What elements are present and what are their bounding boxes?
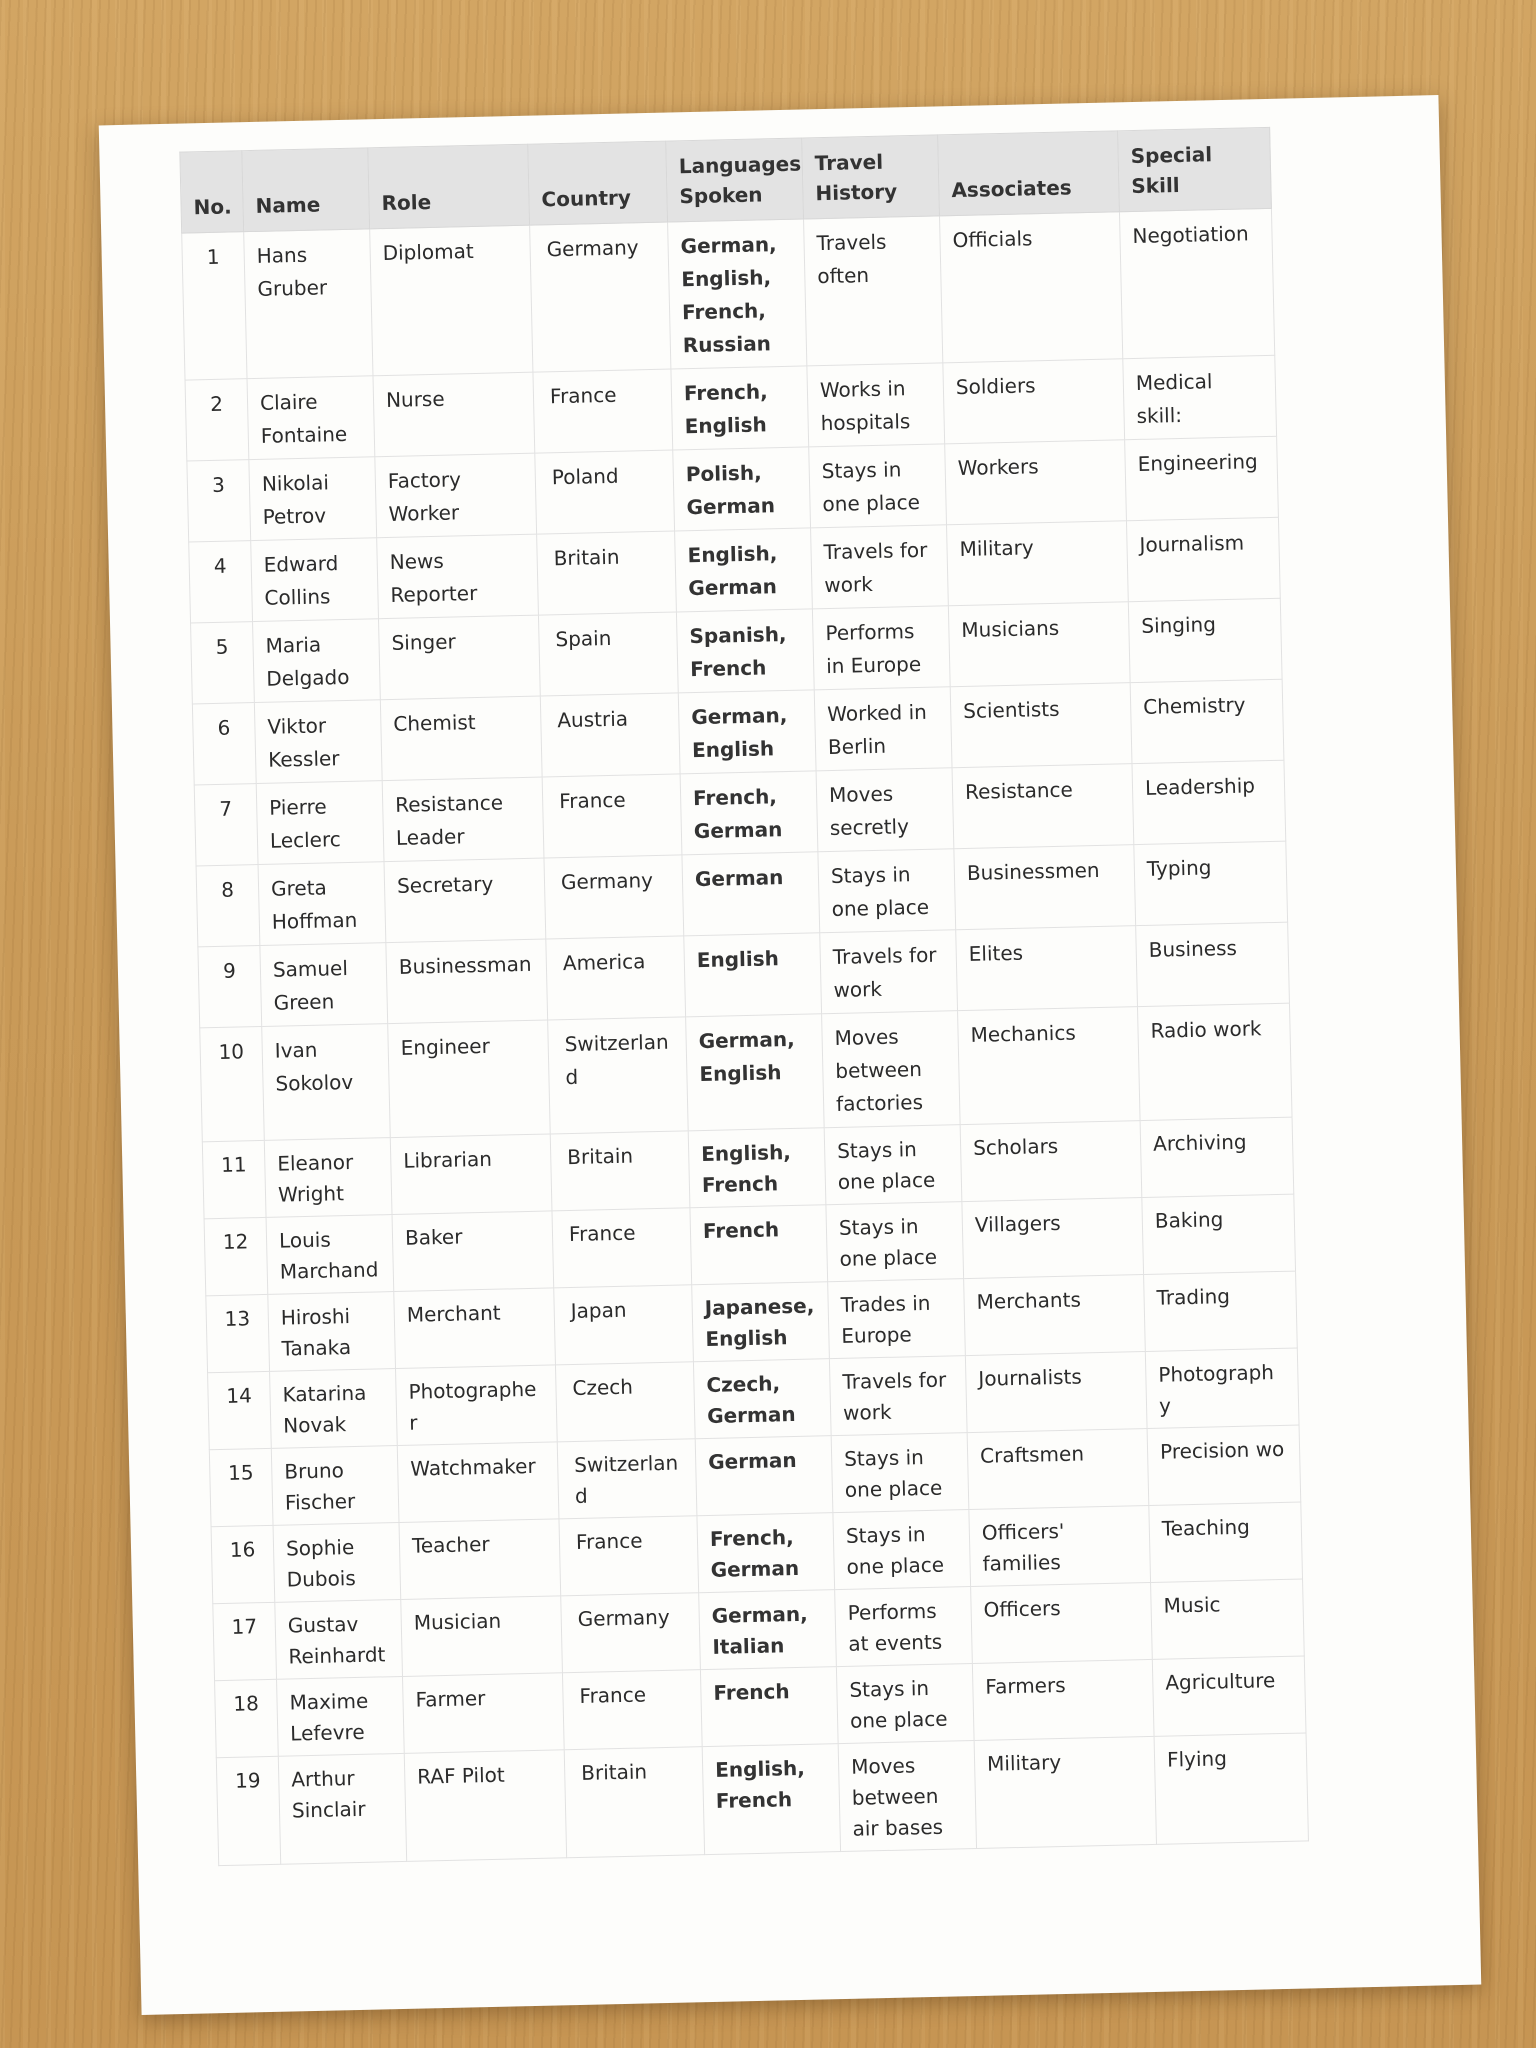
cell-name: Greta Hoffman — [258, 862, 386, 946]
header-no: No. — [180, 151, 244, 233]
cell-country: Switzerland — [548, 1017, 689, 1134]
cell-no: 10 — [200, 1026, 265, 1141]
cell-no: 6 — [192, 703, 256, 785]
cell-name: Eleanor Wright — [264, 1138, 392, 1218]
cell-skill: Medical skill: — [1123, 355, 1277, 439]
cell-languages: French, German — [697, 1513, 835, 1593]
cell-associates: Scientists — [950, 683, 1132, 768]
cell-languages: Polish, German — [673, 447, 811, 531]
cell-skill: Journalism — [1126, 517, 1280, 601]
header-associates: Associates — [938, 131, 1120, 216]
character-table — [179, 127, 1309, 1866]
cell-role: Diplomat — [370, 225, 533, 376]
cell-name: Claire Fontaine — [247, 376, 375, 460]
cell-languages: French, English — [671, 366, 809, 450]
cell-no: 4 — [189, 541, 253, 623]
cell-travel: Travels for work — [811, 525, 949, 609]
cell-no: 8 — [196, 865, 260, 947]
cell-country: France — [542, 774, 682, 858]
cell-name: Maxime Lefevre — [277, 1676, 405, 1756]
cell-role: Teacher — [399, 1519, 561, 1600]
cell-role: Businessman — [386, 939, 548, 1024]
cell-name: Louis Marchand — [266, 1215, 394, 1295]
cell-associates: Soldiers — [943, 359, 1125, 444]
cell-travel: Performs at events — [835, 1587, 973, 1667]
cell-country: Switzerland — [557, 1439, 697, 1519]
cell-role: Chemist — [380, 696, 542, 781]
cell-role: Singer — [378, 615, 540, 700]
cell-associates: Farmers — [972, 1659, 1154, 1740]
cell-associates: Resistance — [952, 764, 1134, 849]
cell-associates: Officers — [971, 1582, 1153, 1663]
cell-languages: Japanese, English — [692, 1282, 830, 1362]
cell-associates: Military — [974, 1736, 1156, 1848]
cell-travel: Trades in Europe — [828, 1279, 966, 1359]
cell-skill: Business — [1136, 922, 1290, 1006]
cell-travel: Moves secretly — [816, 768, 954, 852]
cell-languages: German, English — [678, 690, 816, 774]
cell-associates: Merchants — [964, 1275, 1146, 1356]
cell-no: 1 — [182, 232, 247, 380]
cell-travel: Stays in one place — [818, 849, 956, 933]
cell-role: Factory Worker — [375, 453, 537, 538]
cell-skill: Photography — [1145, 1348, 1299, 1428]
cell-role: Engineer — [388, 1020, 551, 1138]
cell-languages: German, English, French, Russian — [668, 219, 807, 369]
cell-languages: German, English — [686, 1014, 825, 1131]
cell-country: France — [559, 1516, 699, 1596]
cell-name: Bruno Fischer — [271, 1446, 399, 1526]
cell-languages: German — [682, 852, 820, 936]
cell-no: 15 — [209, 1448, 273, 1526]
cell-associates: Officials — [940, 212, 1123, 363]
cell-country: America — [546, 936, 686, 1020]
cell-languages: English, German — [675, 528, 813, 612]
cell-travel: Works in hospitals — [807, 363, 945, 447]
cell-travel: Moves between air bases — [838, 1740, 976, 1851]
cell-skill: Chemistry — [1130, 679, 1284, 763]
cell-name: Hans Gruber — [244, 229, 373, 379]
cell-role: Baker — [392, 1211, 554, 1292]
cell-skill: Archiving — [1140, 1117, 1294, 1197]
cell-name: Katarina Novak — [270, 1369, 398, 1449]
cell-country: Germany — [561, 1593, 701, 1673]
cell-travel: Travels for work — [820, 930, 958, 1014]
cell-skill: Precision wo — [1147, 1425, 1301, 1505]
cell-skill: Teaching — [1149, 1502, 1303, 1582]
cell-no: 16 — [211, 1525, 275, 1603]
cell-role: Merchant — [394, 1288, 556, 1369]
cell-languages: French — [700, 1667, 838, 1747]
cell-name: Viktor Kessler — [254, 700, 382, 784]
cell-associates: Officers' families — [969, 1505, 1151, 1586]
cell-no: 18 — [215, 1679, 279, 1757]
cell-travel: Stays in one place — [833, 1510, 971, 1590]
cell-role: News Reporter — [377, 534, 539, 619]
cell-associates: Craftsmen — [967, 1428, 1149, 1509]
header-role: Role — [368, 144, 530, 229]
cell-no: 5 — [191, 622, 255, 704]
table-body — [182, 208, 1309, 1865]
cell-no: 14 — [208, 1371, 272, 1449]
cell-country: France — [533, 369, 673, 453]
cell-country: Poland — [535, 450, 675, 534]
cell-languages: French, German — [680, 771, 818, 855]
cell-travel: Stays in one place — [831, 1433, 969, 1513]
cell-associates: Musicians — [948, 602, 1130, 687]
cell-country: Britain — [564, 1747, 704, 1858]
cell-no: 3 — [187, 460, 251, 542]
cell-role: Musician — [401, 1596, 563, 1677]
cell-no: 2 — [185, 379, 249, 461]
header-name: Name — [242, 148, 370, 232]
header-languages: Languages Spoken — [666, 138, 804, 222]
cell-country: Czech — [555, 1362, 695, 1442]
cell-skill: Singing — [1128, 598, 1282, 682]
header-country: Country — [528, 141, 668, 225]
cell-name: Hiroshi Tanaka — [268, 1292, 396, 1372]
cell-role: Librarian — [390, 1134, 552, 1215]
cell-no: 19 — [216, 1756, 280, 1865]
cell-languages: German — [695, 1436, 833, 1516]
cell-languages: French — [690, 1205, 828, 1285]
cell-travel: Worked in Berlin — [814, 687, 952, 771]
cell-country: Britain — [537, 531, 677, 615]
cell-associates: Journalists — [965, 1352, 1147, 1433]
cell-role: Farmer — [402, 1673, 564, 1754]
cell-travel: Stays in one place — [836, 1664, 974, 1744]
cell-skill: Negotiation — [1119, 208, 1274, 358]
cell-role: Watchmaker — [397, 1442, 559, 1523]
cell-travel: Travels often — [804, 216, 943, 366]
cell-languages: German, Italian — [699, 1590, 837, 1670]
cell-name: Sophie Dubois — [273, 1522, 401, 1602]
cell-associates: Businessmen — [954, 845, 1136, 930]
cell-name: Maria Delgado — [253, 619, 381, 703]
cell-skill: Baking — [1142, 1194, 1296, 1274]
header-skill: Special Skill — [1118, 127, 1272, 211]
cell-role: Secretary — [384, 858, 546, 943]
cell-travel: Stays in one place — [826, 1202, 964, 1282]
cell-role: Resistance Leader — [382, 777, 544, 862]
cell-name: Arthur Sinclair — [278, 1753, 406, 1864]
cell-name: Pierre Leclerc — [256, 781, 384, 865]
cell-no: 9 — [198, 945, 262, 1027]
paper-sheet — [99, 95, 1482, 2015]
cell-name: Nikolai Petrov — [249, 457, 377, 541]
cell-country: Germany — [544, 855, 684, 939]
cell-name: Gustav Reinhardt — [275, 1599, 403, 1679]
cell-languages: Spanish, French — [676, 609, 814, 693]
cell-languages: English — [684, 933, 822, 1017]
cell-associates: Villagers — [962, 1198, 1144, 1279]
cell-associates: Elites — [956, 926, 1138, 1011]
cell-travel: Performs in Europe — [812, 606, 950, 690]
cell-country: Austria — [540, 693, 680, 777]
cell-skill: Engineering — [1125, 436, 1279, 520]
cell-skill: Typing — [1134, 841, 1288, 925]
cell-role: Nurse — [373, 372, 535, 457]
cell-skill: Agriculture — [1152, 1656, 1306, 1736]
cell-role: Photographer — [396, 1365, 558, 1446]
cell-skill: Flying — [1154, 1733, 1308, 1844]
cell-country: Japan — [554, 1285, 694, 1365]
cell-country: France — [562, 1670, 702, 1750]
cell-name: Ivan Sokolov — [262, 1024, 391, 1141]
cell-no: 12 — [204, 1217, 268, 1295]
cell-skill: Radio work — [1137, 1003, 1292, 1120]
cell-no: 7 — [194, 784, 258, 866]
cell-travel: Stays in one place — [809, 444, 947, 528]
cell-associates: Workers — [945, 440, 1127, 525]
cell-role: RAF Pilot — [404, 1750, 566, 1862]
cell-country: France — [552, 1208, 692, 1288]
cell-travel: Travels for work — [829, 1356, 967, 1436]
table-row — [182, 208, 1275, 380]
cell-associates: Mechanics — [958, 1007, 1141, 1125]
cell-skill: Trading — [1144, 1271, 1298, 1351]
cell-languages: English, French — [702, 1744, 840, 1855]
cell-travel: Stays in one place — [824, 1125, 962, 1205]
cell-no: 17 — [213, 1602, 277, 1680]
cell-no: 11 — [202, 1140, 266, 1218]
cell-skill: Music — [1151, 1579, 1305, 1659]
cell-associates: Military — [947, 521, 1129, 606]
cell-languages: Czech, German — [693, 1359, 831, 1439]
cell-skill: Leadership — [1132, 760, 1286, 844]
cell-name: Samuel Green — [260, 943, 388, 1027]
cell-travel: Moves between factories — [822, 1011, 961, 1128]
cell-associates: Scholars — [960, 1121, 1142, 1202]
cell-no: 13 — [206, 1294, 270, 1372]
cell-languages: English, French — [688, 1128, 826, 1208]
header-travel: Travel History — [802, 135, 940, 219]
cell-country: Britain — [550, 1131, 690, 1211]
cell-country: Germany — [530, 222, 671, 372]
cell-country: Spain — [538, 612, 678, 696]
cell-name: Edward Collins — [251, 538, 379, 622]
